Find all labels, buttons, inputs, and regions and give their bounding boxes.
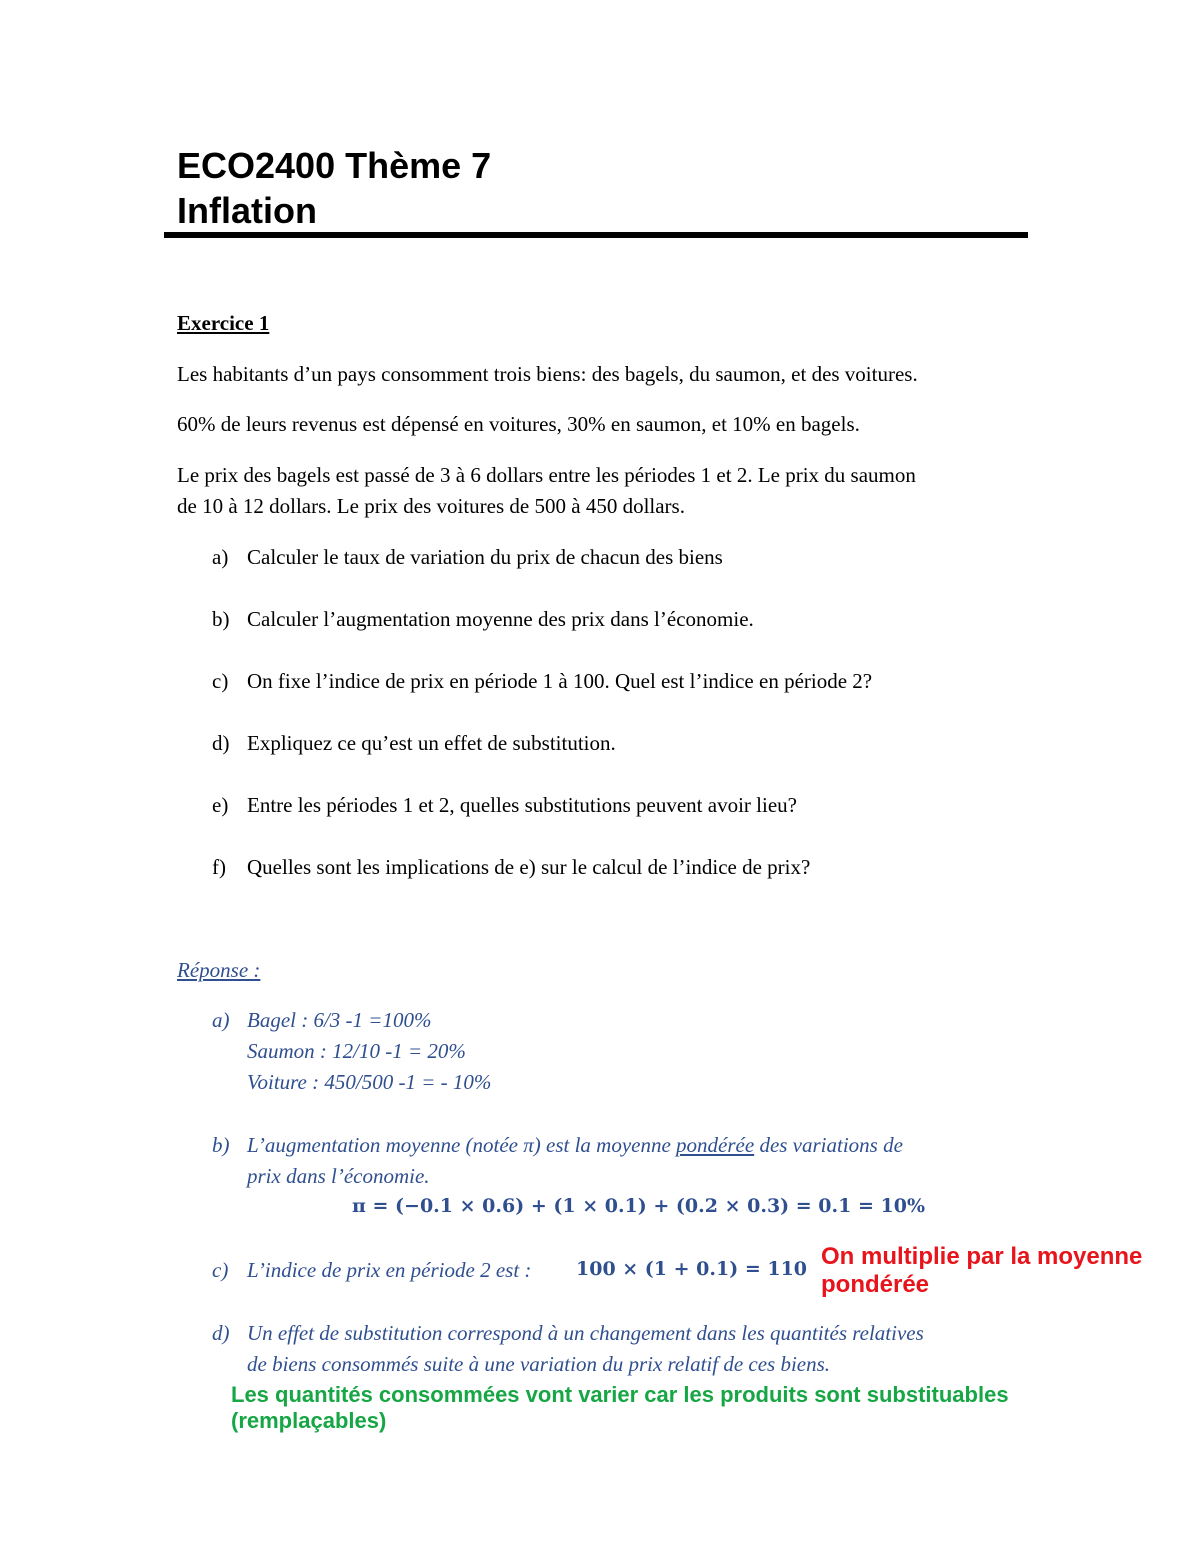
answer-a-line-3: Voiture : 450/500 -1 = - 10% bbox=[247, 1070, 492, 1094]
question-text: On fixe l’indice de prix en période 1 à 100. Quel est l’indice en période 2? bbox=[247, 669, 873, 693]
question-text: Expliquez ce qu’est un effet de substitution. bbox=[247, 731, 616, 755]
exercise-paragraph-2: 60% de leurs revenus est dépensé en voitures, 30% en saumon, et 10% en bagels. bbox=[177, 412, 860, 436]
answer-a-line-1: Bagel : 6/3 -1 =100% bbox=[247, 1008, 432, 1032]
answer-title: Réponse : bbox=[177, 958, 261, 982]
answer-b-line-2: prix dans l’économie. bbox=[247, 1164, 430, 1188]
red-annotation-line-2: pondérée bbox=[821, 1271, 930, 1298]
title-divider bbox=[164, 232, 1028, 238]
question-letter: a) bbox=[212, 545, 229, 569]
answer-b-text-end: des variations de bbox=[754, 1133, 903, 1157]
answer-b-text: L’augmentation moyenne (notée π) est la moyenne bbox=[247, 1133, 677, 1157]
document-title: ECO2400 Thème 7 bbox=[177, 145, 492, 186]
answer-c-text: L’indice de prix en période 2 est : bbox=[247, 1258, 532, 1282]
question-letter: d) bbox=[212, 731, 230, 755]
question-letter: c) bbox=[212, 669, 229, 693]
answer-b-letter: b) bbox=[212, 1133, 230, 1157]
green-annotation-line-1: Les quantités consommées vont varier car les produits sont substituables bbox=[231, 1382, 1009, 1407]
exercise-title: Exercice 1 bbox=[177, 311, 270, 335]
answer-d-line-2: de biens consommés suite à une variation du prix relatif de ces biens. bbox=[247, 1352, 831, 1376]
question-letter: b) bbox=[212, 607, 230, 631]
question-text: Calculer le taux de variation du prix de chacun des biens bbox=[247, 545, 723, 569]
question-text: Entre les périodes 1 et 2, quelles substitutions peuvent avoir lieu? bbox=[247, 793, 797, 817]
price-index-formula: 100 × (1 + 0.1) = 110 bbox=[576, 1258, 808, 1280]
emphasis-weighted: pondérée bbox=[676, 1133, 755, 1157]
exercise-paragraph-3-line-1: Le prix des bagels est passé de 3 à 6 dollars entre les périodes 1 et 2. Le prix du saumon bbox=[177, 463, 916, 487]
inflation-formula: π = (−0.1 × 0.6) + (1 × 0.1) + (0.2 × 0.3) = 0.1 = 10% bbox=[352, 1195, 926, 1217]
answer-a-letter: a) bbox=[212, 1008, 230, 1032]
exercise-paragraph-3-line-2: de 10 à 12 dollars. Le prix des voitures de 500 à 450 dollars. bbox=[177, 494, 685, 518]
answer-a-line-2: Saumon : 12/10 -1 = 20% bbox=[247, 1039, 466, 1063]
answer-c-letter: c) bbox=[212, 1258, 229, 1282]
question-letter: e) bbox=[212, 793, 229, 817]
question-text: Calculer l’augmentation moyenne des prix dans l’économie. bbox=[247, 607, 754, 631]
document-subtitle: Inflation bbox=[177, 190, 317, 231]
answer-b-line-1 bbox=[247, 1132, 903, 1158]
question-text: Quelles sont les implications de e) sur le calcul de l’indice de prix? bbox=[247, 855, 811, 879]
exercise-paragraph-1: Les habitants d’un pays consomment trois biens: des bagels, du saumon, et des voitures. bbox=[177, 362, 918, 386]
answer-d-line-1: Un effet de substitution correspond à un changement dans les quantités relatives bbox=[247, 1321, 924, 1345]
red-annotation-line-1: On multiplie par la moyenne bbox=[821, 1243, 1143, 1270]
green-annotation-line-2: (remplaçables) bbox=[231, 1408, 387, 1433]
question-letter: f) bbox=[212, 855, 226, 879]
answer-d-letter: d) bbox=[212, 1321, 230, 1345]
